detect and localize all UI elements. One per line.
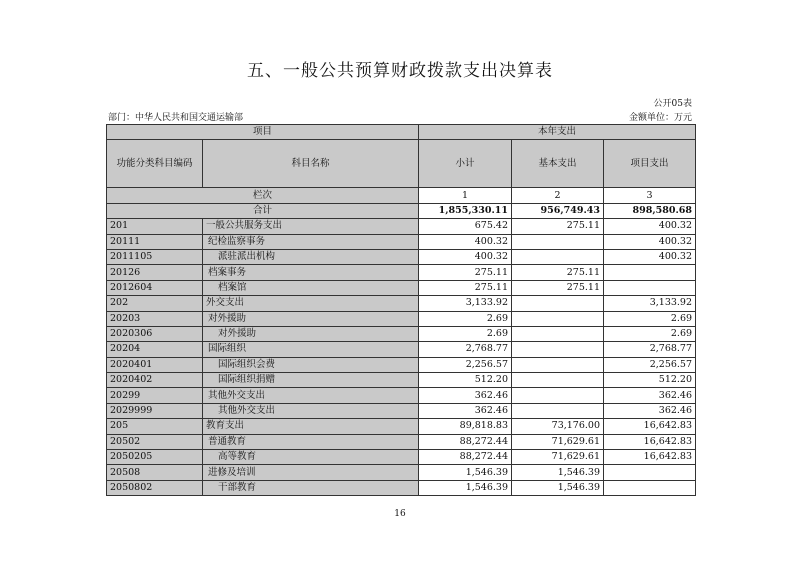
table-cell-code: 20508 [107, 465, 203, 480]
table-cell-project: 512.20 [604, 373, 696, 388]
table-row [107, 265, 696, 280]
table-cell-project: 16,642.83 [604, 434, 696, 449]
header-current-year: 本年支出 [419, 125, 696, 140]
unit-label: 金额单位：万元 [628, 113, 692, 123]
table-cell-code: 2050802 [107, 480, 203, 495]
table-cell-project [604, 280, 696, 295]
table-row [107, 296, 696, 311]
table-cell-code: 2029999 [107, 403, 203, 418]
table-row [107, 419, 696, 434]
header-code: 功能分类科目编码 [107, 140, 203, 188]
form-number: 公开05表 [653, 99, 692, 109]
table-cell-project: 2,768.77 [604, 342, 696, 357]
table-row [107, 280, 696, 295]
table-cell-code: 20502 [107, 434, 203, 449]
header-project: 项目 [107, 125, 419, 140]
table-cell-project: 362.46 [604, 388, 696, 403]
table-cell-name: 其他外交支出 [203, 388, 419, 403]
table-cell-project: 362.46 [604, 403, 696, 418]
table-cell-code: 2050205 [107, 450, 203, 465]
table-cell-subtotal: 275.11 [419, 280, 512, 295]
table-cell-basic: 71,629.61 [512, 434, 604, 449]
table-cell-subtotal: 2,768.77 [419, 342, 512, 357]
table-cell-subtotal: 89,818.83 [419, 419, 512, 434]
table-cell-basic [512, 234, 604, 249]
table-row [107, 388, 696, 403]
table-cell-subtotal: 512.20 [419, 373, 512, 388]
table-cell-subtotal: 1,546.39 [419, 465, 512, 480]
table-row [107, 450, 696, 465]
department-label: 部门：中华人民共和国交通运输部 [108, 113, 244, 123]
table-cell-subtotal: 675.42 [419, 219, 512, 234]
table-row [107, 249, 696, 264]
table-cell-basic [512, 373, 604, 388]
table-cell-subtotal: 400.32 [419, 234, 512, 249]
table-cell-project: 2.69 [604, 326, 696, 341]
table-cell-subtotal: 1,546.39 [419, 480, 512, 495]
table-cell-code: 20111 [107, 234, 203, 249]
table-cell-subtotal: 362.46 [419, 388, 512, 403]
table-cell-basic: 71,629.61 [512, 450, 604, 465]
table-cell-project: 2,256.57 [604, 357, 696, 372]
table-cell-code: 2020306 [107, 326, 203, 341]
table-cell-basic [512, 296, 604, 311]
total-label: 合计 [107, 203, 419, 218]
table-cell-name: 对外援助 [203, 326, 419, 341]
table-cell-name: 对外援助 [203, 311, 419, 326]
column-number-label: 栏次 [107, 188, 419, 203]
header-row-1 [107, 125, 696, 140]
table-cell-code: 201 [107, 219, 203, 234]
table-cell-basic [512, 403, 604, 418]
table-cell-name: 教育支出 [203, 419, 419, 434]
table-cell-subtotal: 275.11 [419, 265, 512, 280]
table-cell-subtotal: 88,272.44 [419, 450, 512, 465]
table-cell-project: 2.69 [604, 311, 696, 326]
table-cell-project [604, 465, 696, 480]
table-cell-name: 档案事务 [203, 265, 419, 280]
table-cell-basic [512, 326, 604, 341]
table-cell-code: 2020401 [107, 357, 203, 372]
table-cell-basic [512, 342, 604, 357]
column-number-3: 3 [604, 188, 696, 203]
table-row [107, 219, 696, 234]
table-cell-subtotal: 2.69 [419, 326, 512, 341]
table-cell-basic [512, 249, 604, 264]
header-row-2 [107, 140, 696, 188]
table-cell-name: 进修及培训 [203, 465, 419, 480]
table-cell-code: 2020402 [107, 373, 203, 388]
total-row [107, 203, 696, 218]
table-cell-code: 2011105 [107, 249, 203, 264]
page-title: 五、一般公共预算财政拨款支出决算表 [247, 61, 553, 81]
table-row [107, 373, 696, 388]
table-cell-name: 一般公共服务支出 [203, 219, 419, 234]
table-cell-name: 高等教育 [203, 450, 419, 465]
table-cell-subtotal: 400.32 [419, 249, 512, 264]
table-cell-basic: 275.11 [512, 280, 604, 295]
table-cell-name: 其他外交支出 [203, 403, 419, 418]
table-cell-project: 400.32 [604, 219, 696, 234]
table-cell-name: 国际组织 [203, 342, 419, 357]
expenditure-table [106, 124, 696, 496]
table-cell-basic: 1,546.39 [512, 465, 604, 480]
table-cell-name: 纪检监察事务 [203, 234, 419, 249]
table-cell-subtotal: 2,256.57 [419, 357, 512, 372]
table-cell-project: 3,133.92 [604, 296, 696, 311]
table-cell-basic: 275.11 [512, 265, 604, 280]
page-number: 16 [394, 509, 406, 519]
table-cell-basic: 73,176.00 [512, 419, 604, 434]
table-cell-code: 20126 [107, 265, 203, 280]
column-number-row [107, 188, 696, 203]
total-project: 898,580.68 [604, 203, 696, 218]
column-number-2: 2 [512, 188, 604, 203]
table-cell-name: 国际组织捐赠 [203, 373, 419, 388]
table-cell-subtotal: 3,133.92 [419, 296, 512, 311]
table-cell-name: 干部教育 [203, 480, 419, 495]
table-cell-basic: 1,546.39 [512, 480, 604, 495]
table-cell-project: 16,642.83 [604, 419, 696, 434]
table-cell-subtotal: 88,272.44 [419, 434, 512, 449]
table-row [107, 234, 696, 249]
table-row [107, 480, 696, 495]
table-cell-project: 400.32 [604, 234, 696, 249]
table-row [107, 326, 696, 341]
table-cell-code: 202 [107, 296, 203, 311]
header-project-expense: 项目支出 [604, 140, 696, 188]
table-cell-name: 派驻派出机构 [203, 249, 419, 264]
table-cell-code: 205 [107, 419, 203, 434]
table-row [107, 465, 696, 480]
header-basic: 基本支出 [512, 140, 604, 188]
table-cell-code: 20299 [107, 388, 203, 403]
table-cell-project [604, 265, 696, 280]
table-cell-name: 外交支出 [203, 296, 419, 311]
table-row [107, 311, 696, 326]
table-cell-basic [512, 311, 604, 326]
table-cell-project: 400.32 [604, 249, 696, 264]
header-name: 科目名称 [203, 140, 419, 188]
table-cell-name: 档案馆 [203, 280, 419, 295]
table-cell-name: 普通教育 [203, 434, 419, 449]
total-subtotal: 1,855,330.11 [419, 203, 512, 218]
table-cell-project [604, 480, 696, 495]
total-basic: 956,749.43 [512, 203, 604, 218]
table-cell-project: 16,642.83 [604, 450, 696, 465]
table-cell-subtotal: 2.69 [419, 311, 512, 326]
table-row [107, 434, 696, 449]
table-cell-name: 国际组织会费 [203, 357, 419, 372]
table-cell-basic [512, 388, 604, 403]
table-row [107, 342, 696, 357]
table-cell-subtotal: 362.46 [419, 403, 512, 418]
column-number-1: 1 [419, 188, 512, 203]
table-cell-basic [512, 357, 604, 372]
table-cell-code: 20204 [107, 342, 203, 357]
header-subtotal: 小计 [419, 140, 512, 188]
table-cell-code: 20203 [107, 311, 203, 326]
table-row [107, 357, 696, 372]
table-cell-code: 2012604 [107, 280, 203, 295]
table-cell-basic: 275.11 [512, 219, 604, 234]
table-row [107, 403, 696, 418]
